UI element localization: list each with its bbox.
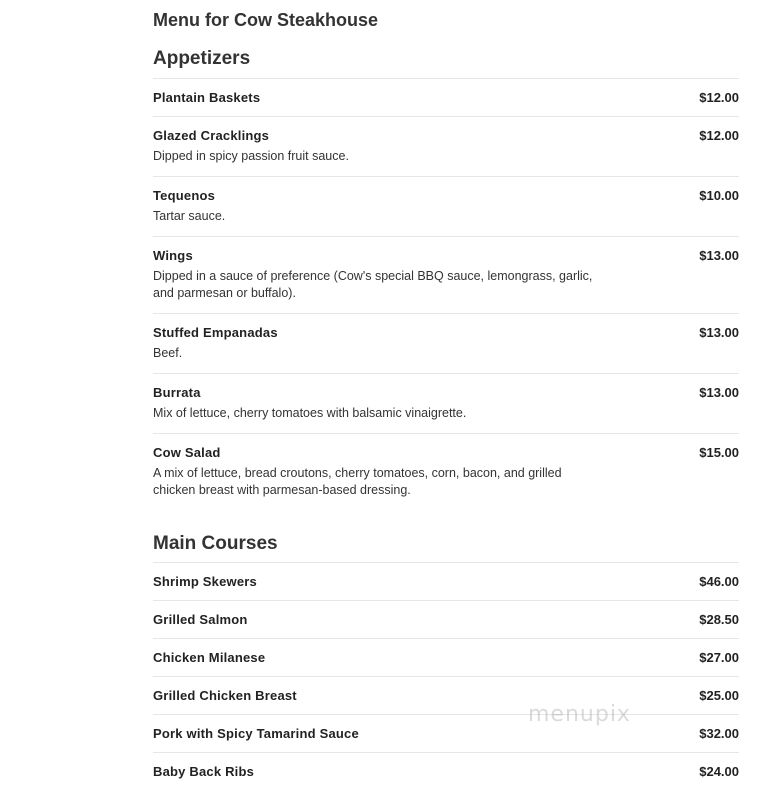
section-title: Main Courses [153,533,278,554]
item-price: $13.00 [699,248,739,263]
item-name: Grilled Salmon [153,612,248,627]
menu-item [153,600,739,638]
item-name: Pork with Spicy Tamarind Sauce [153,726,359,741]
item-name: Stuffed Empanadas [153,325,278,340]
item-price: $12.00 [699,90,739,105]
menu-item [153,638,739,676]
page-title: Menu for Cow Steakhouse [153,10,379,30]
item-name: Tequenos [153,188,216,203]
item-price: $46.00 [699,574,739,589]
item-name: Glazed Cracklings [153,128,270,143]
item-name: Cow Salad [153,445,221,460]
section-title: Appetizers [153,48,251,69]
item-price: $15.00 [699,445,739,460]
menu-page [153,8,739,790]
item-name: Burrata [153,385,201,400]
item-description: Dipped in spicy passion fruit sauce. [153,149,349,163]
menu-item [153,752,739,790]
item-name: Chicken Milanese [153,650,266,665]
item-name: Wings [153,248,193,263]
item-price: $13.00 [699,325,739,340]
item-name: Shrimp Skewers [153,574,257,589]
section-main-courses [153,532,739,790]
item-description: A mix of lettuce, bread croutons, cherry tomatoes, corn, bacon, and grilled chicken breast with parmesan-based dressing. [153,466,562,497]
item-description: Tartar sauce. [153,209,226,223]
menu-item [153,116,739,176]
item-price: $13.00 [699,385,739,400]
item-price: $25.00 [699,688,739,703]
menu-item [153,433,739,510]
menu-item [153,562,739,600]
menu-item [153,676,739,714]
item-description: Mix of lettuce, cherry tomatoes with balsamic vinaigrette. [153,406,467,420]
item-price: $24.00 [699,764,739,779]
item-price: $10.00 [699,188,739,203]
menu-item [153,78,739,116]
menu-item [153,373,739,433]
item-price: $27.00 [699,650,739,665]
menu-item [153,313,739,373]
item-name: Baby Back Ribs [153,764,255,779]
item-description: Beef. [153,346,183,360]
item-name: Grilled Chicken Breast [153,688,297,703]
item-description: Dipped in a sauce of preference (Cow's special BBQ sauce, lemongrass, garlic, and parmesan or buffalo). [153,269,593,300]
item-price: $28.50 [699,612,739,627]
section-appetizers [153,47,739,510]
menu-item [153,714,739,752]
menu-item [153,236,739,313]
menu-item [153,176,739,236]
item-price: $12.00 [699,128,739,143]
menupix-watermark: menupix [528,702,631,727]
item-price: $32.00 [699,726,739,741]
item-name: Plantain Baskets [153,90,261,105]
